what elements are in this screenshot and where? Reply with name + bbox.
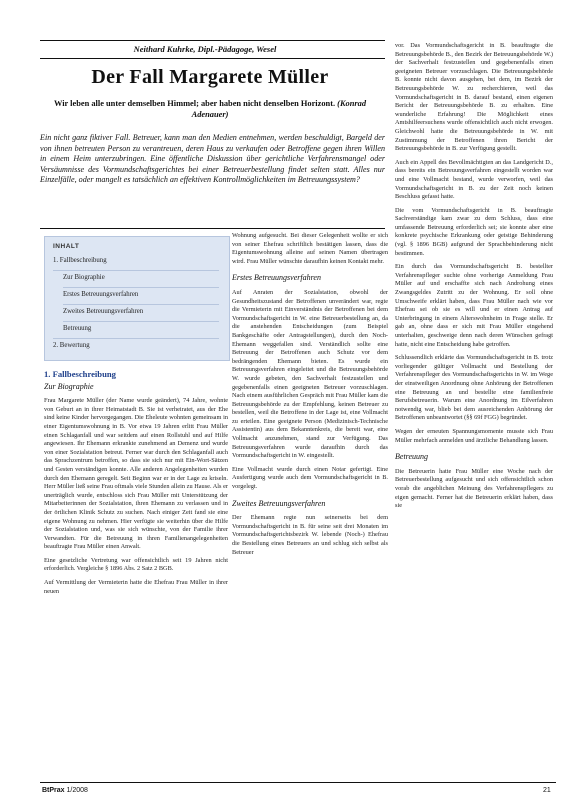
journal-name: BtPrax [42,787,65,794]
section-heading-fallbeschreibung: 1. Fallbeschreibung [44,369,116,379]
column-1 [44,366,228,776]
toc-item-zweites-verfahren[interactable]: Zweites Betreuungsverfahren [63,308,144,315]
article-title: Der Fall Margarete Müller [91,66,329,88]
author-rule [40,58,385,59]
paragraph: Die Betreuerin hatte Frau Müller eine Woche nach der Betreuerbestellung aufgesucht und sich offensichtlich schon vorab die angeblichen Meinung des Verfahrenspflegers zu eigen gemacht. Ferner hat die Betreuerin erklärt haben, dass sie [395,467,553,510]
toc-item-betreuung[interactable]: Betreuung [63,325,92,332]
paragraph: Die vom Vormundschaftsgericht in B. beauftragte Sachverständige kam zwar zu dem Schluss, dass eine umfassende Betreuung erforderlich sei; sie konnte aber eine konkrete psychische Erkrankung oder geistige Behinderung (vgl. § 1896 BGB) aufgrund der Sprachbehinderung nicht bestimmen. [395,206,553,257]
paragraph: Wegen der erneuten Spannungsmomente musste sich Frau Müller mehrfach anmelden und ärztliche Behandlung lassen. [395,427,553,444]
toc-divider [53,338,219,339]
toc-item-fallbeschreibung[interactable]: 1. Fallbeschreibung [53,257,107,264]
paragraph: Ein durch das Vormundschaftsgericht B. bestellter Verfahrenspfleger suchte ohne vorherige Anmeldung Frau Müller auf und erschaffte sich nach Androhung eines Zwangsgeldes Zutritt zu der Wohnung. Er soll ohne Umschweife erklärt haben, dass Frau Müller nach wie vor Ehefrau sei ob sie es will und er einen Antrag auf Unterbringung in einem Alterswohnheim in Frage stelle. Er gab an, ohne dass er sich mit Frau Müller eingehend unterhalten, geschweige denn nach deren Wünschen gefragt hatte, nicht eine Entscheidung habe getroffen. [395,263,553,348]
paragraph: vor. Das Vormundschaftsgericht in B. beauftragte die Betreuungsbehörde B., den Bezirk der Betreuungsbehörde W.) der Sachverhalt festzustellen und gegebenenfalls einen geeigneten Betreuer vorzuschlagen. Die Betreuungsbehörde B. konnte nicht davon ausgehen, bei dem, im Bezirk der Betreuungsbehörde W. zu recherchieren, weil das Vormundschaftsgericht in B. darauf bestand, einen eigenen Bericht der Betreuungsbehörde B. zu erhalten. Eine wunderliche Erfahrung! Die Möglichkeit eines Amtshilfeersuchens wurde offensichtlich auch nicht erwogen. Gleichwohl hatte die Betreuungsbehörde in W. mit Zustimmung der Betroffenen ihren Bericht der Betreuungsbehörde in B. zur Verfügung gestellt. [395,42,553,153]
toc-divider [63,321,219,322]
subtitle-quote: Wir leben alle unter demselben Himmel; aber haben nicht denselben Horizont. [53,99,336,108]
subheading-betreuung: Betreuung [395,452,429,462]
subtitle-source: (Konrad Adenauer) [191,99,367,119]
paragraph: Wohnung aufgesucht. Bei dieser Gelegenheit wollte er sich von seiner Ehefrau schriftlich bestätigen lassen, dass die Eigentumswohnung alleine auf seinen Namen übertragen wird. Frau Müller wünschte daraufhin keinen Kontakt mehr. [232,232,388,265]
toc-divider [63,304,219,305]
paragraph: Auf Anraten der Sozialstation, obwohl der Gesundheitszustand der Betroffenen unverändert war, regte die Vermieterin mit Einverständnis der Betroffenen bei dem Vormundschaftsgericht in W. eine Betreuerbestellung an, da die anstehenden Entscheidungen (zum Beispiel Bankgeschäfte oder Antragstellungen), durch den Noch-Ehemann weggefallen sind. Verständlich sollte eine Betreuung der Betroffenen auch Schutz vor dem bedrängenden Ehemann bieten. Es wurde ein Betreuungsverfahren eingeleitet und die Betreuungsbehörde W. wurde gebeten, den Sachverhalt festzustellen und gegebenenfalls einen geeigneten Betreuer vorzuschlagen. Nach einem ausführlichen Gespräch mit Frau Müller kam die Betreuungsbehörde zu der Empfehlung, keinen Betreuer zu bestellen, weil die Betroffene in der Lage ist, eine Vollmacht zu erteilen. Eine geeignete Person (Medizinisch-Technische Assistentin) aus dem Bekanntenkreis, die bereit war, eine Vollmacht anzunehmen, stand zur Verfügung. Das Betreuungsverfahren wurde daraufhin durch das Vormundschaftsgericht in W. eingestellt. [232,288,388,460]
paragraph: Eine Vollmacht wurde durch einen Notar gefertigt. Eine Ausfertigung wurde auch dem Vormundschaftsgericht in B. vorgelegt. [232,465,388,491]
table-of-contents [44,236,230,361]
toc-divider [53,270,219,271]
lead-rule [40,228,385,229]
page-number: 21 [543,787,551,794]
paragraph: Der Ehemann regte nun seinerseits bei dem Vormundschaftsgericht in B. für seine seit drei Monaten im Vormundschaftsgerichtsbezirk W. lebende (Noch-) Ehefrau die Bestellung eines Betreuers an und schlug sich selbst als Betreuer [232,514,388,556]
toc-divider [63,287,219,288]
article-subtitle [44,98,376,120]
paragraph: Eine gesetzliche Vertretung war offensichtlich seit 19 Jahren nicht erforderlich. Vergleiche § 1896 Abs. 2 Satz 2 BGB. [44,556,228,573]
paragraph: Frau Margarete Müller (der Name wurde geändert), 74 Jahre, wohnte von Geburt an in ihrer Heimatstadt B. Sie ist verheiratet, aus der Ehe sind keine Kinder hervorgegangen. Die Eheleute wohnten gemeinsam in einer Eigentumswohnung in B. Vor etwa 19 Jahren erlitt Frau Müller einen Schlaganfall und war seitdem auf einen Rollstuhl und auf Hilfe angewiesen. Ihr Ehemann erkrankte zunehmend an Demenz und wurde von einer Sozialstation betreut. Ferner war durch den Schlaganfall auch das Sprachzentrum betroffen, so dass sie sich nur mit Ein-Wort-Sätzen und Gesten verständigen konnte. Alle anderen Angelegenheiten wurden durch den Ehemann geregelt. Seit Beginn war er in der Lage zu kriseln. Herr Müller ließ seine Frau oftmals viele Stunden allein zu Hause. Als er unerträglich wurde, entschloss sich Frau Müller mit Unterstützung der Mitarbeiterinnen der Sozialstation, ihren Ehemann zu verlassen und in der örtlichen Klinik Schutz zu suchen. Nach einiger Zeit fand sie eine eigene Wohnung zu nehmen. Hier verfügte sie weiterhin über die Hilfe der Sozialstation und, was sie sich wünschte, von der Familie ihrer Verwandten. Für die Betreuung in ihren Familienangelegenheiten beauftragte Frau Müller einen Anwalt. [44,397,228,551]
paragraph: Auf Vermittlung der Vermieterin hatte die Ehefrau Frau Müller in ihrer neuen [44,579,228,595]
footer-rule [40,782,556,783]
article-author: Neithard Kuhrke, Dipl.-Pädagoge, Wesel [133,44,277,54]
toc-item-erstes-verfahren[interactable]: Erstes Betreuungsverfahren [63,291,139,298]
subheading-zweites-verfahren: Zweites Betreuungsverfahren [232,498,326,508]
toc-item-biographie[interactable]: Zur Biographie [63,274,105,281]
journal-issue: 1/2008 [66,787,88,794]
subheading-erstes-verfahren: Erstes Betreuungsverfahren [232,273,321,283]
article-lead: Ein nicht ganz fiktiver Fall. Betreuer, kann man den Medien entnehmen, werden beschuldigt, Bargeld der von ihnen betreuten Person zu verantreuen, deren Haus zu verkaufen oder Betroffene gegen ihren Willen in einem Heim unterzubringen. Eine öffentliche Diskussion über gerichtliche Verfahrensmangel oder Versäumnisse des Vormundschaftsgerichtes bei einer Betreuerbestellung findet selten statt. Alles nur Einzelfälle, oder mangelt es tatsächlich an effektiven Kontrollmöglichkeiten im Betreuungssystem? [40,133,385,185]
top-rule [40,40,385,41]
footer-journal [42,787,88,794]
paragraph: Schlussendlich erklärte das Vormundschaftsgericht in B. trotz vorliegender gültiger Vollmacht und Bestellung der Verfahrenspfleger des Vormundschaftsgerichts in W. im Wege der einstweiligen Anordnung ohne Anhörung der Betroffenen eine Betreuung an und bestellte eine familienfreie Berufsbetreuerin. Warum eine Anordnung im Eilverfahren notwendig war, blieb bei dem ausreichenden Anhörung der Betroffenen unbeantwortet (§§ 69f FGG) begründet. [395,354,553,422]
column-3 [395,42,553,777]
column-2 [232,232,388,777]
subheading-biographie: Zur Biographie [44,381,94,391]
paragraph: Auch ein Appell des Bevollmächtigten an das Landgericht D., dass bereits ein Betreuungsverfahren eingestellt worden war und eine Vollmacht bestand, wurde verworfen, weil das Vormundschaftsgericht in B. zu der Zeit noch keinen Beschluss gefasst hatte. [395,158,553,201]
toc-title: INHALT [53,243,80,250]
toc-item-bewertung[interactable]: 2. Bewertung [53,342,90,349]
